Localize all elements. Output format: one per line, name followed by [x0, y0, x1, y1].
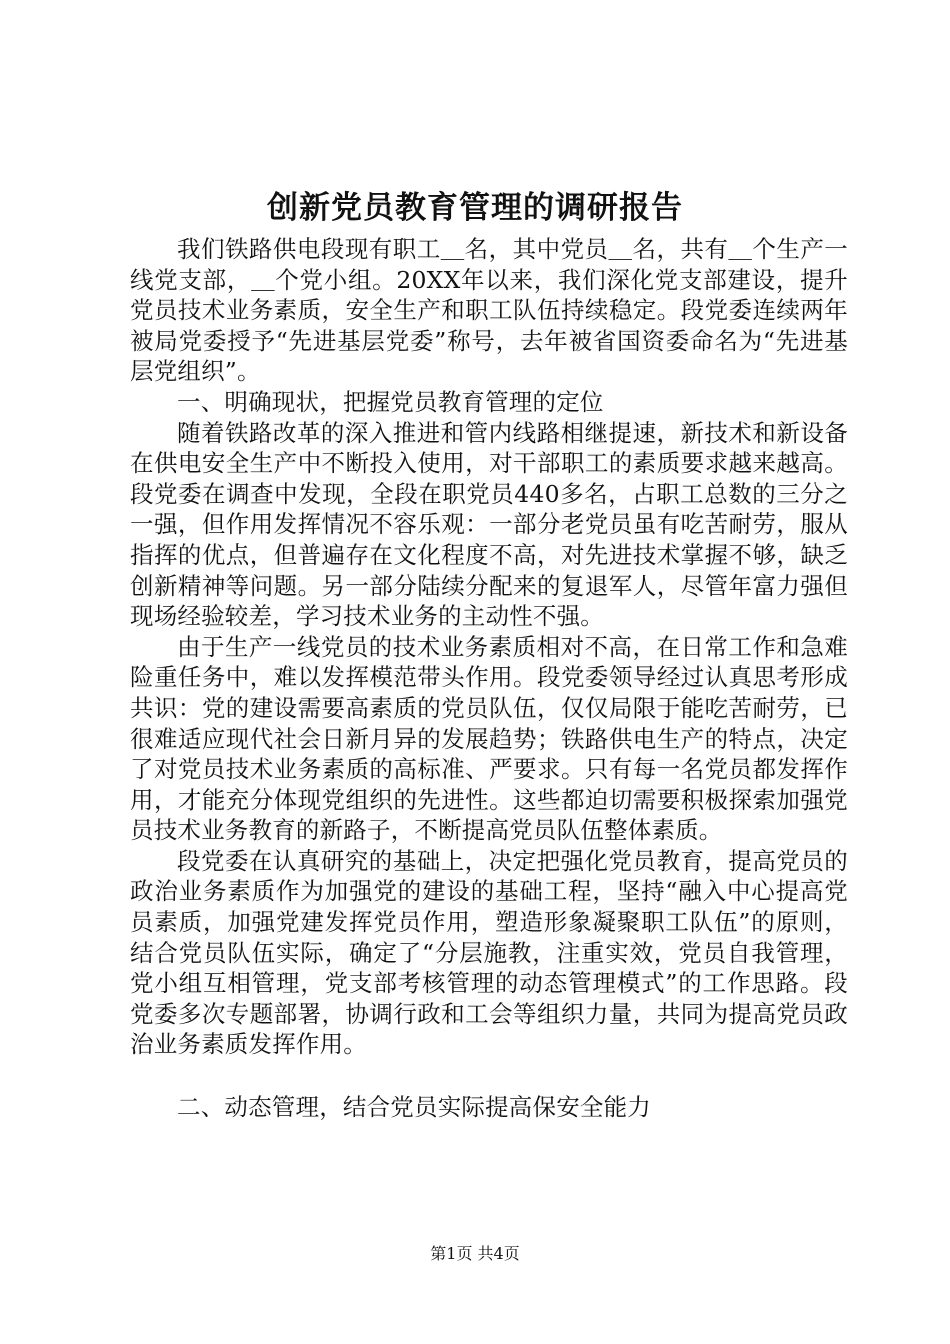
section-heading-2: 二、动态管理，结合党员实际提高保安全能力 — [177, 1093, 651, 1122]
section-heading-1: 一、明确现状，把握党员教育管理的定位 — [177, 387, 604, 416]
body-paragraph: 段党委在认真研究的基础上，决定把强化党员教育，提高党员的政治业务素质作为加强党的建设的基础工程，坚持“融入中心提高党员素质，加强党建发挥党员作用，塑造形象凝聚职工队伍”的原则，结合党员队伍实际，确定了“分层施教，注重实效，党员自我管理，党小组互相管理，党支部考核管理的动态管理模式”的工作思路。段党委多次专题部署，协调行政和工会等组织力量，共同为提高党员政治业务素质发挥作用。 — [130, 846, 848, 1059]
document-body — [130, 234, 848, 1123]
intro-paragraph: 我们铁路供电段现有职工＿名，其中党员＿名，共有＿个生产一线党支部，＿个党小组。20XX年以来，我们深化党支部建设，提升党员技术业务素质，安全生产和职工队伍持续稳定。段党委连续两年被局党委授予“先进基层党委”称号，去年被省国资委命名为“先进基层党组织”。 — [130, 235, 848, 386]
body-paragraph: 由于生产一线党员的技术业务素质相对不高，在日常工作和急难险重任务中，难以发挥模范带头作用。段党委领导经过认真思考形成共识：党的建设需要高素质的党员队伍，仅仅局限于能吃苦耐劳，已很难适应现代社会日新月异的发展趋势；铁路供电生产的特点，决定了对党员技术业务素质的高标准、严要求。只有每一名党员都发挥作用，才能充分体现党组织的先进性。这些都迫切需要积极探索加强党员技术业务教育的新路子，不断提高党员队伍整体素质。 — [130, 632, 848, 845]
page-footer: 第1页 共4页 — [430, 1244, 520, 1263]
document-title: 创新党员教育管理的调研报告 — [267, 190, 683, 226]
body-paragraph: 随着铁路改革的深入推进和管内线路相继提速，新技术和新设备在供电安全生产中不断投入使用，对干部职工的素质要求越来越高。段党委在调查中发现，全段在职党员440多名，占职工总数的三分之一强，但作用发挥情况不容乐观：一部分老党员虽有吃苦耐劳，服从指挥的优点，但普遍存在文化程度不高，对先进技术掌握不够，缺乏创新精神等问题。另一部分陆续分配来的复退军人，尽管年富力强但现场经验较差，学习技术业务的主动性不强。 — [130, 418, 848, 631]
